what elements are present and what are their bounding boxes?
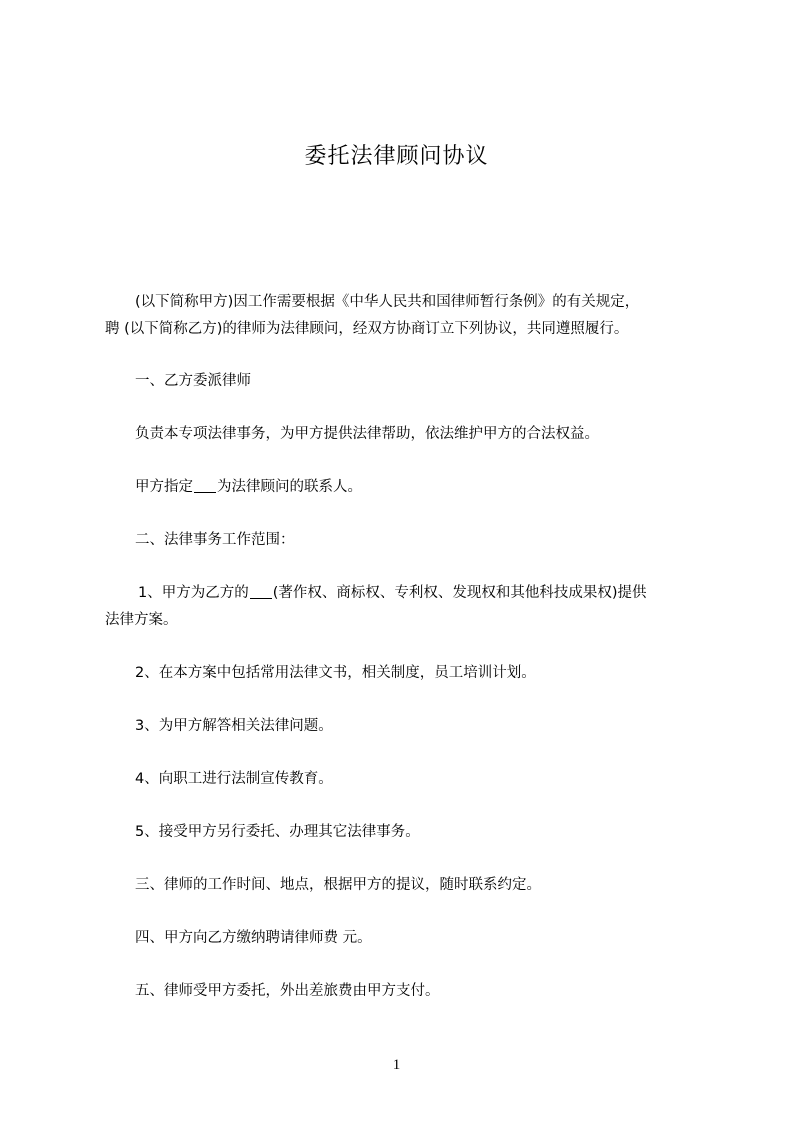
section-1-text: 负责本专项法律事务，为甲方提供法律帮助，依法维护甲方的合法权益。 — [135, 426, 599, 442]
item-1-blank — [250, 584, 272, 599]
contact-prefix: 甲方指定 — [135, 479, 193, 495]
item-1-line-1 — [105, 580, 738, 606]
item-1-prefix: 1、甲方为乙方的 — [138, 585, 249, 601]
section-3: 三、律师的工作时间、地点，根据甲方的提议，随时联系约定。 — [135, 877, 541, 893]
section-5: 五、律师受甲方委托，外出差旅费由甲方支付。 — [135, 983, 440, 999]
contact-suffix: 为法律顾问的联系人。 — [217, 479, 362, 495]
item-5: 5、接受甲方另行委托、办理其它法律事务。 — [135, 824, 420, 840]
section-4: 四、甲方向乙方缴纳聘请律师费 元。 — [135, 930, 372, 946]
contact-blank — [194, 478, 216, 493]
document-title: 委托法律顾问协议 — [304, 144, 489, 169]
contact-line — [105, 474, 735, 500]
item-2: 2、在本方案中包括常用法律文书，相关制度，员工培训计划。 — [135, 665, 536, 681]
item-1-suffix: (著作权、商标权、专利权、发现权和其他科技成果权)提供 — [272, 585, 647, 601]
page-number: 1 — [392, 1057, 401, 1073]
intro-line-2: 聘 (以下简称乙方)的律师为法律顾问，经双方协商订立下列协议，共同遵照履行。 — [105, 321, 629, 337]
section-1-heading: 一、乙方委派律师 — [135, 373, 251, 389]
item-1-line-2: 法律方案。 — [105, 612, 178, 628]
item-4: 4、向职工进行法制宣传教育。 — [135, 771, 333, 787]
section-2-heading: 二、法律事务工作范围： — [135, 532, 295, 548]
item-3: 3、为甲方解答相关法律问题。 — [135, 718, 333, 734]
intro-line-1: (以下简称甲方)因工作需要根据《中华人民共和国律师暂行条例》的有关规定， — [135, 294, 640, 310]
